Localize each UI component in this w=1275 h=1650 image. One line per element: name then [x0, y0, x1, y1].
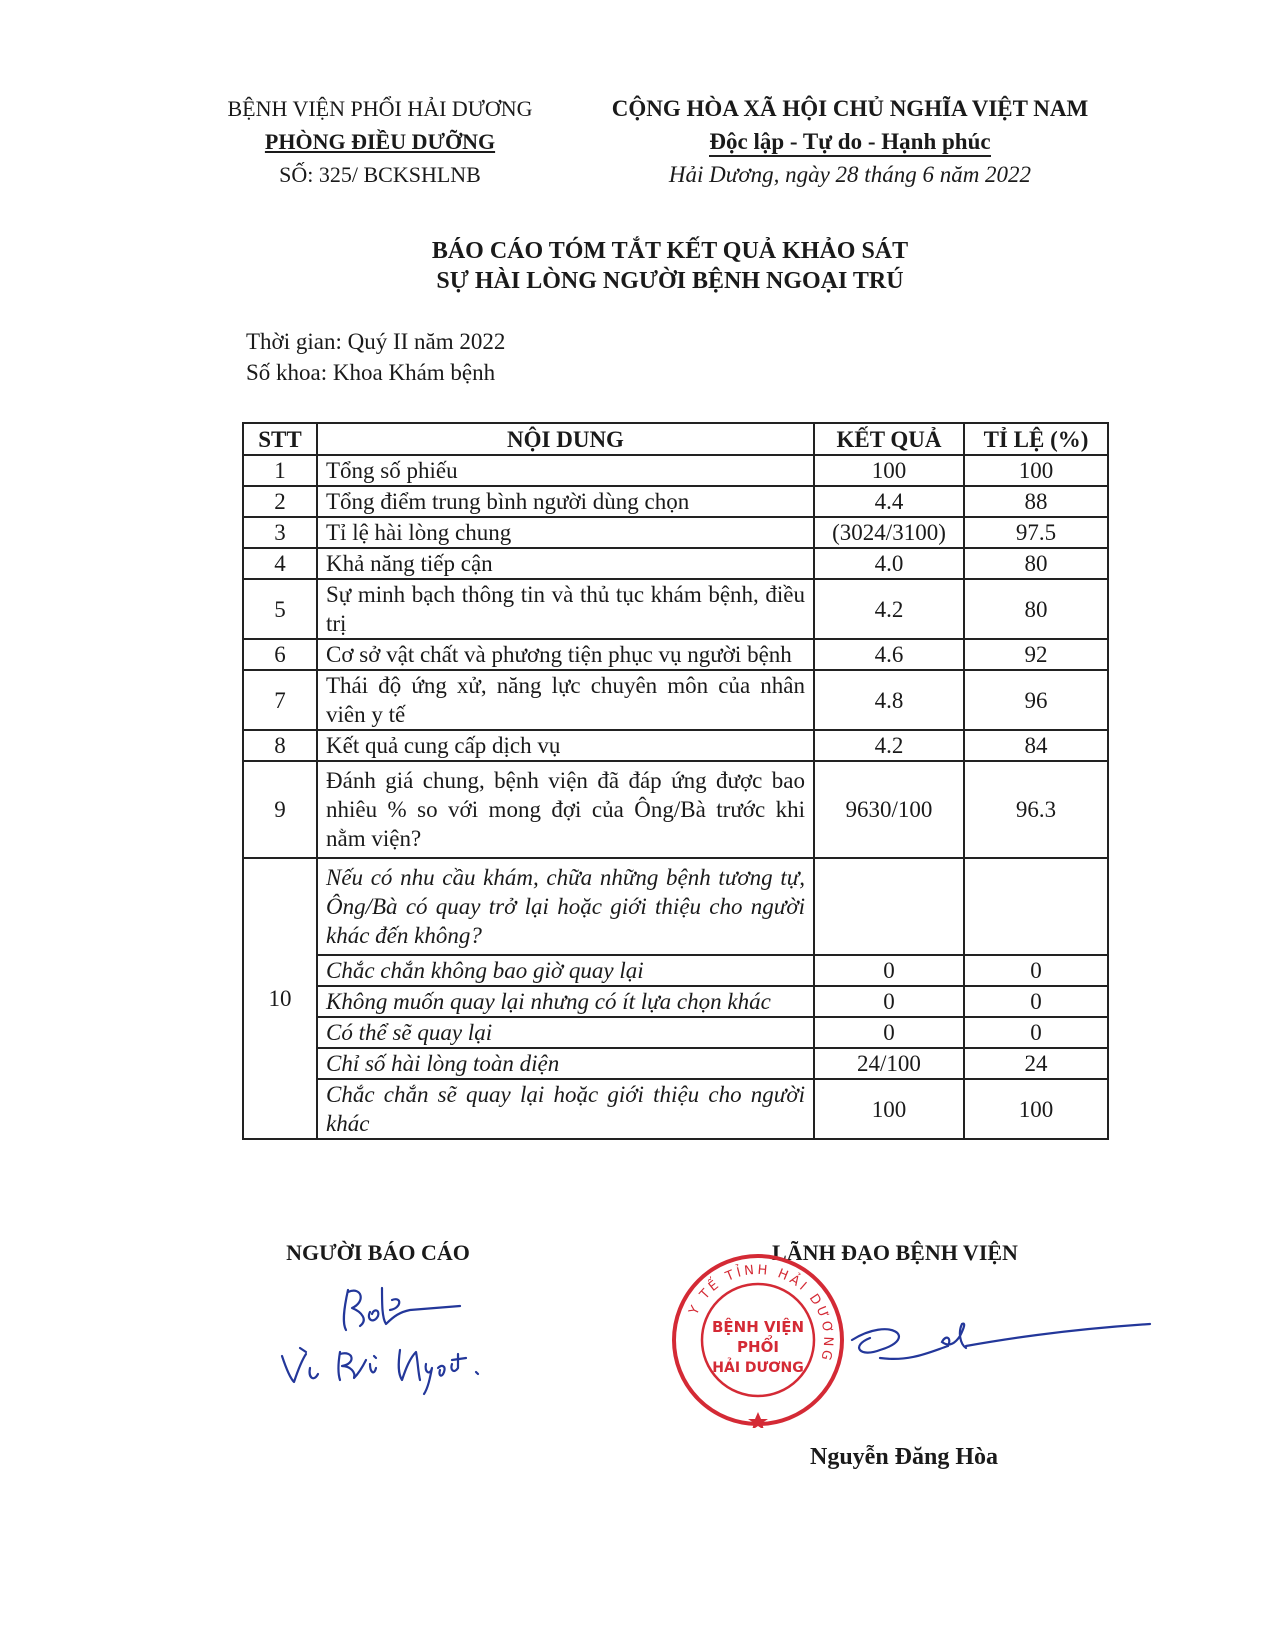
table-row	[243, 639, 1108, 670]
row-stt: 4	[243, 548, 317, 579]
document-number: SỐ: 325/ BCKSHLNB	[279, 162, 481, 187]
department-name: PHÒNG ĐIỀU DƯỠNG	[264, 129, 496, 154]
row-rate: 100	[964, 455, 1108, 486]
row-result: 4.2	[814, 579, 964, 639]
row-result: 4.2	[814, 730, 964, 761]
row-content: Khả năng tiếp cận	[317, 548, 814, 579]
row-stt: 3	[243, 517, 317, 548]
table-row	[243, 548, 1108, 579]
row-result: 0	[814, 955, 964, 986]
issuer-block	[200, 92, 560, 191]
row-rate: 0	[964, 986, 1108, 1017]
survey-time: Thời gian: Quý II năm 2022	[246, 329, 506, 354]
table-row	[243, 517, 1108, 548]
header-stt: STT	[243, 423, 317, 455]
national-heading	[590, 92, 1110, 191]
row-content: Chắc chắn sẽ quay lại hoặc giới thiệu cho người khác	[317, 1079, 814, 1139]
table-row	[243, 730, 1108, 761]
row-stt: 7	[243, 670, 317, 730]
table-row	[243, 1079, 1108, 1139]
row-question: Nếu có nhu cầu khám, chữa những bệnh tương tự, Ông/Bà có quay trở lại hoặc giới thiệu cho người khác đến không?	[317, 858, 814, 955]
row-stt: 5	[243, 579, 317, 639]
table-row	[243, 1048, 1108, 1079]
results-table	[242, 422, 1109, 1140]
row-result: 100	[814, 1079, 964, 1139]
row-rate: 0	[964, 1017, 1108, 1048]
row-content: Cơ sở vật chất và phương tiện phục vụ người bệnh	[317, 639, 814, 670]
row-result: (3024/3100)	[814, 517, 964, 548]
row-result: 4.8	[814, 670, 964, 730]
row-content: Sự minh bạch thông tin và thủ tục khám bệnh, điều trị	[317, 579, 814, 639]
survey-department: Số khoa: Khoa Khám bệnh	[246, 360, 496, 385]
row-rate: 100	[964, 1079, 1108, 1139]
row-rate: 96	[964, 670, 1108, 730]
table-row	[243, 858, 1108, 955]
row-rate-empty	[964, 858, 1108, 955]
row-result: 0	[814, 1017, 964, 1048]
row-rate: 80	[964, 548, 1108, 579]
table-row	[243, 670, 1108, 730]
row-rate: 24	[964, 1048, 1108, 1079]
table-row	[243, 455, 1108, 486]
report-meta	[246, 326, 505, 388]
stamp-ring-textpath: Y TẾ TỈNH HẢI DƯƠNG	[686, 1262, 836, 1365]
motto-text: Độc lập - Tự do - Hạnh phúc	[709, 129, 990, 157]
row-rate: 88	[964, 486, 1108, 517]
row-rate: 97.5	[964, 517, 1108, 548]
row-stt: 10	[243, 858, 317, 1139]
header-result: KẾT QUẢ	[814, 423, 964, 455]
row-result-empty	[814, 858, 964, 955]
stamp-line-1: BỆNH VIỆN	[712, 1318, 804, 1336]
row-stt: 1	[243, 455, 317, 486]
row-result: 4.0	[814, 548, 964, 579]
row-stt: 6	[243, 639, 317, 670]
row-stt: 9	[243, 761, 317, 858]
table-row	[243, 579, 1108, 639]
hospital-name: BỆNH VIỆN PHỔI HẢI DƯƠNG	[227, 96, 533, 121]
title-line-2: SỰ HÀI LÒNG NGƯỜI BỆNH NGOẠI TRÚ	[436, 268, 904, 294]
row-rate: 96.3	[964, 761, 1108, 858]
header-content: NỘI DUNG	[317, 423, 814, 455]
row-rate: 80	[964, 579, 1108, 639]
row-stt: 8	[243, 730, 317, 761]
row-content: Không muốn quay lại nhưng có ít lựa chọn khác	[317, 986, 814, 1017]
row-result: 0	[814, 986, 964, 1017]
hospital-stamp-image	[670, 1252, 846, 1428]
stamp-line-3: HẢI DƯƠNG	[712, 1360, 804, 1376]
row-stt: 2	[243, 486, 317, 517]
table-header-row	[243, 423, 1108, 455]
stamp-line-2: PHỔI	[737, 1338, 779, 1356]
row-content: Tổng số phiếu	[317, 455, 814, 486]
row-result: 24/100	[814, 1048, 964, 1079]
row-result: 4.6	[814, 639, 964, 670]
table-row	[243, 486, 1108, 517]
row-rate: 92	[964, 639, 1108, 670]
table-row	[243, 1017, 1108, 1048]
reporter-signature-image	[270, 1268, 530, 1398]
row-result: 9630/100	[814, 761, 964, 858]
row-result: 100	[814, 455, 964, 486]
row-result: 4.4	[814, 486, 964, 517]
row-content: Thái độ ứng xử, năng lực chuyên môn của nhân viên y tế	[317, 670, 814, 730]
row-content: Đánh giá chung, bệnh viện đã đáp ứng được bao nhiêu % so với mong đợi của Ông/Bà trước khi nằm viện?	[317, 761, 814, 858]
row-rate: 84	[964, 730, 1108, 761]
table-row	[243, 955, 1108, 986]
row-content: Chỉ số hài lòng toàn diện	[317, 1048, 814, 1079]
row-content: Tổng điểm trung bình người dùng chọn	[317, 486, 814, 517]
place-date: Hải Dương, ngày 28 tháng 6 năm 2022	[668, 162, 1032, 187]
row-rate: 0	[964, 955, 1108, 986]
director-title: LÃNH ĐẠO BỆNH VIỆN	[772, 1240, 1018, 1265]
reporter-title: NGƯỜI BÁO CÁO	[286, 1240, 470, 1265]
title-line-1: BÁO CÁO TÓM TẮT KẾT QUẢ KHẢO SÁT	[431, 238, 909, 264]
header-rate: TỈ LỆ (%)	[964, 423, 1108, 455]
report-title	[0, 236, 1275, 296]
row-content: Có thể sẽ quay lại	[317, 1017, 814, 1048]
table-row	[243, 761, 1108, 858]
nation-name: CỘNG HÒA XÃ HỘI CHỦ NGHĨA VIỆT NAM	[611, 96, 1089, 121]
director-name: Nguyễn Đăng Hòa	[810, 1444, 999, 1470]
table-row	[243, 986, 1108, 1017]
national-motto	[590, 125, 1110, 158]
row-content: Chắc chắn không bao giờ quay lại	[317, 955, 814, 986]
row-content: Tỉ lệ hài lòng chung	[317, 517, 814, 548]
row-content: Kết quả cung cấp dịch vụ	[317, 730, 814, 761]
